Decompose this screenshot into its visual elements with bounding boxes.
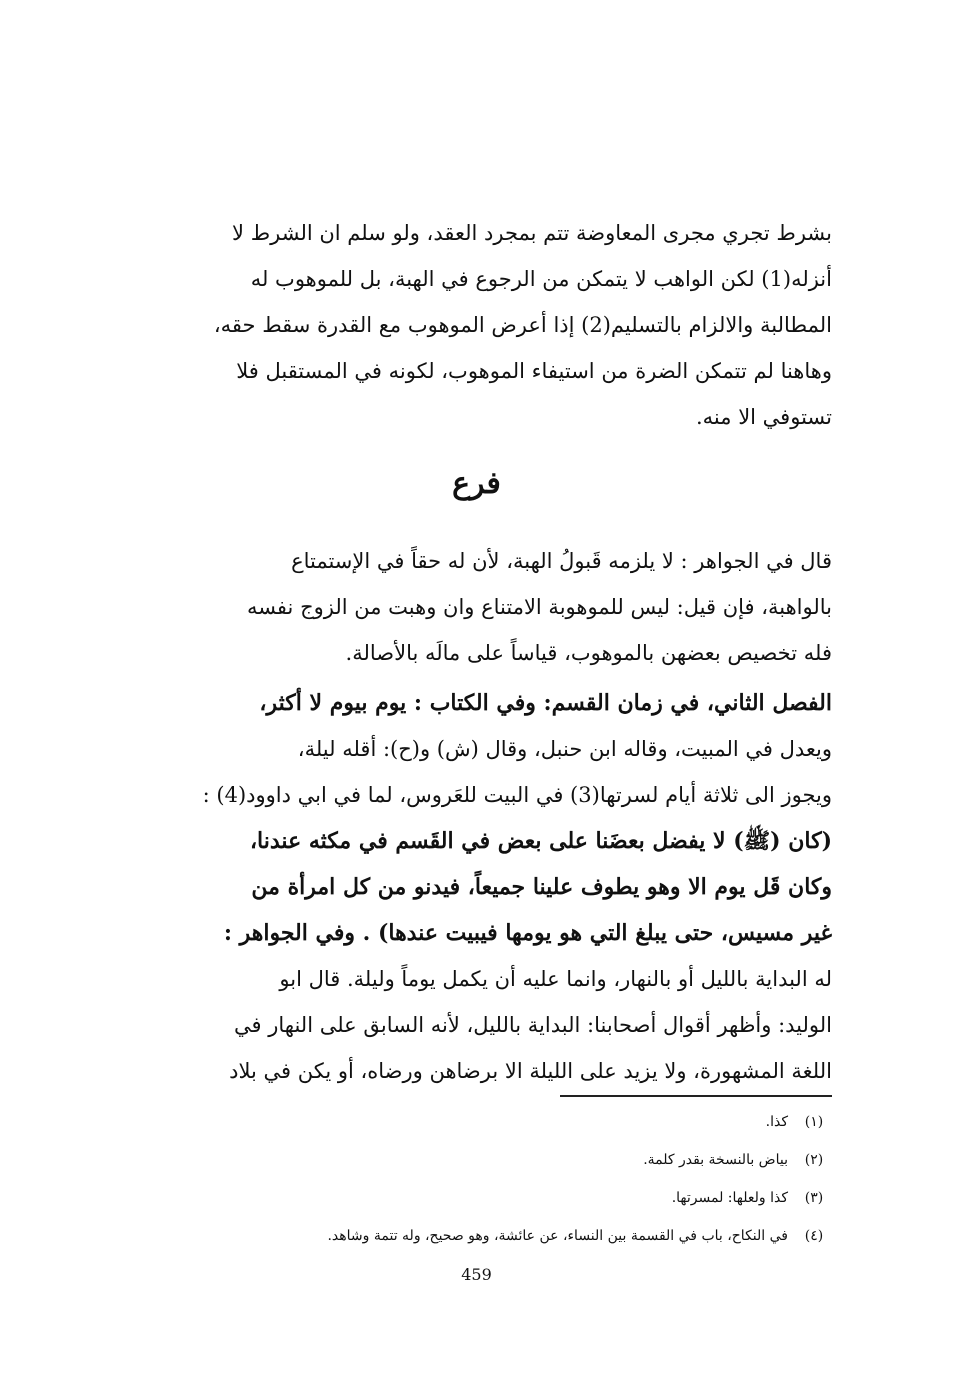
footnote-number: (٤) <box>804 1228 824 1244</box>
text-line: أنزله(1) لكن الواهب لا يتمكن من الرجوع في الهبة، بل للموهوب له <box>250 267 832 291</box>
text-line: بشرط تجري مجرى المعاوضة تتم بمجرد العقد، ولو سلم ان الشرط لا <box>232 221 832 245</box>
section-heading: فرع <box>452 466 501 501</box>
paragraph-block-2 <box>120 538 832 676</box>
text-line: وهاهنا لم تتمكن الضرة من استيفاء الموهوب، لكونه في المستقبل فلا <box>236 359 832 383</box>
chapter-title-line: الفصل الثاني، في زمان القسم: وفي الكتاب : يوم بيوم لا أكثر، <box>259 690 832 716</box>
text-line: اللغة المشهورة، ولا يزيد على الليلة الا برضاهن ورضاه، أو يكن في بلاد <box>229 1059 832 1083</box>
footnote-text: كذا. <box>765 1114 788 1130</box>
footnote-number: (٣) <box>804 1190 824 1206</box>
text-line: الوليد: وأظهر أقوال أصحابنا: البداية بالليل، لأنه السابق على النهار في <box>234 1013 832 1037</box>
text-line: قال في الجواهر : لا يلزمه قَبولُ الهبة، لأن له حقاً في الإستمتاع <box>291 549 832 573</box>
footnotes <box>120 1103 832 1255</box>
hadith-line: وكان قَل يوم الا وهو يطوف علينا جميعاً، فيدنو من كل امرأة من <box>251 874 832 900</box>
footnote <box>120 1141 832 1179</box>
footnote <box>120 1179 832 1217</box>
footnote <box>120 1103 832 1141</box>
paragraph-block-3 <box>120 680 832 1094</box>
footnote-text: كذا ولعلها: لمسرتها. <box>671 1190 788 1206</box>
text-line: فله تخصيص بعضهن بالموهوب، قياساً على مالَه بالأصالة. <box>345 641 832 665</box>
hadith-line: (كان (ﷺ) لا يفضل بعضَنا على بعض في القَسم في مكثه عندنا، <box>249 828 832 854</box>
text-line: ويعدل في المبيت، وقاله ابن حنبل، وقال (ش) و(ح): أقله ليلة، <box>297 737 832 761</box>
footnote-divider <box>560 1095 832 1097</box>
text-line: تستوفي الا منه. <box>696 405 832 429</box>
text-line: ويجوز الى ثلاثة أيام لسرتها(3) في البيت للعَروس، لما في ابي داوود(4) : <box>202 783 832 807</box>
footnote-text: في النكاح، باب في القسمة بين النساء، عن عائشة، وهو صحيح، وله تتمة وشاهد. <box>327 1228 788 1244</box>
text-line: له البداية بالليل أو بالنهار، وانما عليه أن يكمل يوماً وليلة. قال ابو <box>279 967 832 991</box>
footnote-number: (١) <box>804 1114 824 1130</box>
footnote-text: بياض بالنسخة بقدر كلمة. <box>643 1152 788 1168</box>
hadith-line: غير مسيس، حتى يبلغ التي هو يومها فيبيت عندها) . وفي الجواهر : <box>223 920 832 946</box>
footnote <box>120 1217 832 1255</box>
footnote-number: (٢) <box>804 1152 824 1168</box>
page-number: 459 <box>461 1265 492 1284</box>
text-line: المطالبة والالزام بالتسليم(2) إذا أعرض الموهوب مع القدرة سقط حقه، <box>213 313 832 337</box>
paragraph-block-1 <box>120 210 832 440</box>
text-line: بالواهبة، فإن قيل: ليس للموهوبة الامتناع وان وهبت من الزوج نفسه <box>246 595 832 619</box>
